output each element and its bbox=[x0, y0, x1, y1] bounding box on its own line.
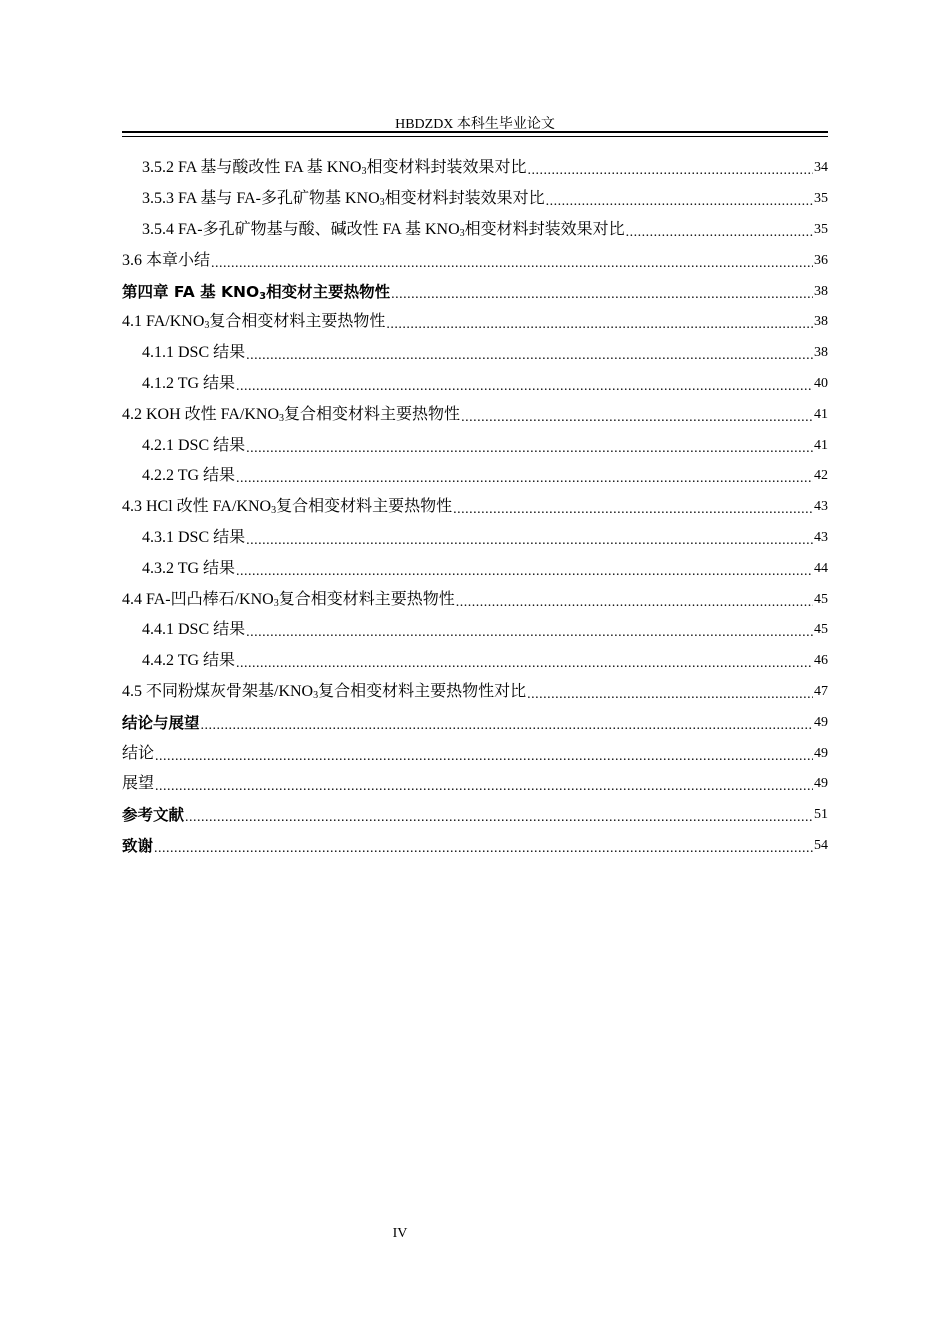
toc-page-number: 41 bbox=[814, 406, 828, 422]
toc-page-number: 38 bbox=[814, 314, 828, 330]
toc-leader-dots bbox=[155, 747, 813, 767]
toc-entry[interactable] bbox=[122, 523, 828, 554]
toc-page-number: 49 bbox=[814, 714, 828, 730]
toc-entry[interactable] bbox=[122, 553, 828, 584]
toc-entry-title: 4.4.1 DSC 结果 bbox=[142, 621, 246, 639]
toc-page-number: 35 bbox=[814, 221, 828, 237]
toc-entry-title: 3.5.4 FA-多孔矿物基与酸、碱改性 FA 基 $KNO_3$相变材料封装效果对比 bbox=[142, 220, 625, 239]
toc-leader-dots bbox=[155, 777, 813, 797]
toc-entry[interactable] bbox=[122, 245, 828, 276]
toc-leader-dots bbox=[461, 408, 813, 428]
toc-entry-title: 4.2.2 TG 结果 bbox=[142, 467, 236, 485]
toc-entry[interactable] bbox=[122, 584, 828, 615]
toc-entry-title: 4.4 FA-凹凸棒石$/KNO_3$复合相变材料主要热物性 bbox=[122, 590, 455, 609]
toc-entry[interactable] bbox=[122, 215, 828, 246]
toc-entry-title: 4.3 HCl 改性 $FA/KNO_3$复合相变材料主要热物性 bbox=[122, 498, 453, 517]
toc-leader-dots bbox=[453, 500, 813, 520]
toc-entry-title: 致谢 bbox=[122, 836, 154, 855]
toc-entry-title: 4.1.2 TG 结果 bbox=[142, 374, 236, 392]
toc-entry[interactable] bbox=[122, 430, 828, 461]
toc-entry-title: 展望 bbox=[122, 775, 155, 793]
toc-entry[interactable] bbox=[122, 153, 828, 184]
toc-entry[interactable] bbox=[122, 307, 828, 338]
toc-entry-title: 4.4.2 TG 结果 bbox=[142, 652, 236, 670]
header-rule-thin bbox=[122, 136, 828, 137]
toc-entry[interactable] bbox=[122, 738, 828, 769]
toc-leader-dots bbox=[456, 593, 813, 613]
toc-page-number: 35 bbox=[814, 191, 828, 207]
table-of-contents bbox=[122, 153, 828, 861]
toc-page-number: 51 bbox=[814, 807, 828, 823]
toc-entry[interactable] bbox=[122, 831, 828, 862]
toc-entry-title: 结论 bbox=[122, 744, 155, 762]
toc-entry-title: 4.3.1 DSC 结果 bbox=[142, 528, 246, 546]
toc-entry-title: 4.2 KOH 改性 $FA/KNO_3$复合相变材料主要热物性 bbox=[122, 405, 461, 424]
running-header: HBDZDX 本科生毕业论文 bbox=[395, 117, 555, 132]
toc-entry[interactable] bbox=[122, 399, 828, 430]
toc-leader-dots bbox=[246, 623, 813, 643]
toc-entry[interactable] bbox=[122, 276, 828, 307]
toc-entry-title: 4.1.1 DSC 结果 bbox=[142, 344, 246, 362]
toc-entry-title: 第四章 FA 基 $KNO_3$相变材主要热物性 bbox=[122, 282, 391, 302]
toc-entry-title: 参考文献 bbox=[122, 806, 185, 825]
toc-page-number: 36 bbox=[814, 252, 828, 268]
toc-entry[interactable] bbox=[122, 338, 828, 369]
toc-entry[interactable] bbox=[122, 369, 828, 400]
toc-entry-title: 3.6 本章小结 bbox=[122, 251, 211, 269]
toc-leader-dots bbox=[246, 531, 813, 551]
toc-page-number: 45 bbox=[814, 591, 828, 607]
toc-entry[interactable] bbox=[122, 800, 828, 831]
toc-entry-title: 3.5.2 FA 基与酸改性 FA 基 $KNO_3$相变材料封装效果对比 bbox=[142, 159, 527, 178]
toc-entry-title: 4.1 $FA/KNO_3$复合相变材料主要热物性 bbox=[122, 313, 386, 332]
toc-entry[interactable] bbox=[122, 492, 828, 523]
toc-leader-dots bbox=[527, 685, 813, 705]
toc-entry[interactable] bbox=[122, 769, 828, 800]
toc-leader-dots bbox=[626, 223, 813, 243]
toc-page-number: 44 bbox=[814, 560, 828, 576]
toc-entry-title: 4.2.1 DSC 结果 bbox=[142, 436, 246, 454]
toc-entry-title: 3.5.3 FA 基与 FA-多孔矿物基 $KNO_3$相变材料封装效果对比 bbox=[142, 190, 545, 209]
toc-page-number: 40 bbox=[814, 375, 828, 391]
toc-page-number: 41 bbox=[814, 437, 828, 453]
toc-leader-dots bbox=[201, 716, 813, 736]
toc-leader-dots bbox=[236, 654, 813, 674]
toc-page-number: 38 bbox=[814, 345, 828, 361]
toc-entry[interactable] bbox=[122, 615, 828, 646]
toc-leader-dots bbox=[391, 285, 813, 305]
toc-page-number: 46 bbox=[814, 653, 828, 669]
toc-page-number: 34 bbox=[814, 160, 828, 176]
toc-leader-dots bbox=[546, 192, 813, 212]
toc-leader-dots bbox=[211, 254, 813, 274]
toc-leader-dots bbox=[154, 839, 813, 859]
toc-leader-dots bbox=[236, 469, 813, 489]
toc-entry-title: 4.5 不同粉煤灰骨架基$/KNO_3$复合相变材料主要热物性对比 bbox=[122, 682, 527, 701]
toc-leader-dots bbox=[236, 562, 813, 582]
toc-entry[interactable] bbox=[122, 461, 828, 492]
toc-entry[interactable] bbox=[122, 184, 828, 215]
toc-page-number: 54 bbox=[814, 837, 828, 853]
toc-page-number: 45 bbox=[814, 622, 828, 638]
toc-entry[interactable] bbox=[122, 677, 828, 708]
toc-entry-title: 4.3.2 TG 结果 bbox=[142, 559, 236, 577]
toc-leader-dots bbox=[246, 346, 813, 366]
toc-leader-dots bbox=[527, 161, 813, 181]
toc-page-number: 42 bbox=[814, 468, 828, 484]
toc-leader-dots bbox=[236, 377, 813, 397]
toc-page-number: 38 bbox=[814, 283, 828, 299]
toc-leader-dots bbox=[386, 315, 813, 335]
toc-page-number: 43 bbox=[814, 529, 828, 545]
page-number: IV bbox=[392, 1226, 408, 1241]
toc-page-number: 47 bbox=[814, 683, 828, 699]
toc-entry[interactable] bbox=[122, 707, 828, 738]
toc-page-number: 49 bbox=[814, 776, 828, 792]
toc-leader-dots bbox=[246, 439, 813, 459]
toc-page-number: 43 bbox=[814, 499, 828, 515]
toc-page-number: 49 bbox=[814, 745, 828, 761]
toc-entry[interactable] bbox=[122, 646, 828, 677]
toc-leader-dots bbox=[185, 808, 813, 828]
header-rule-thick bbox=[122, 131, 828, 133]
toc-entry-title: 结论与展望 bbox=[122, 713, 200, 732]
